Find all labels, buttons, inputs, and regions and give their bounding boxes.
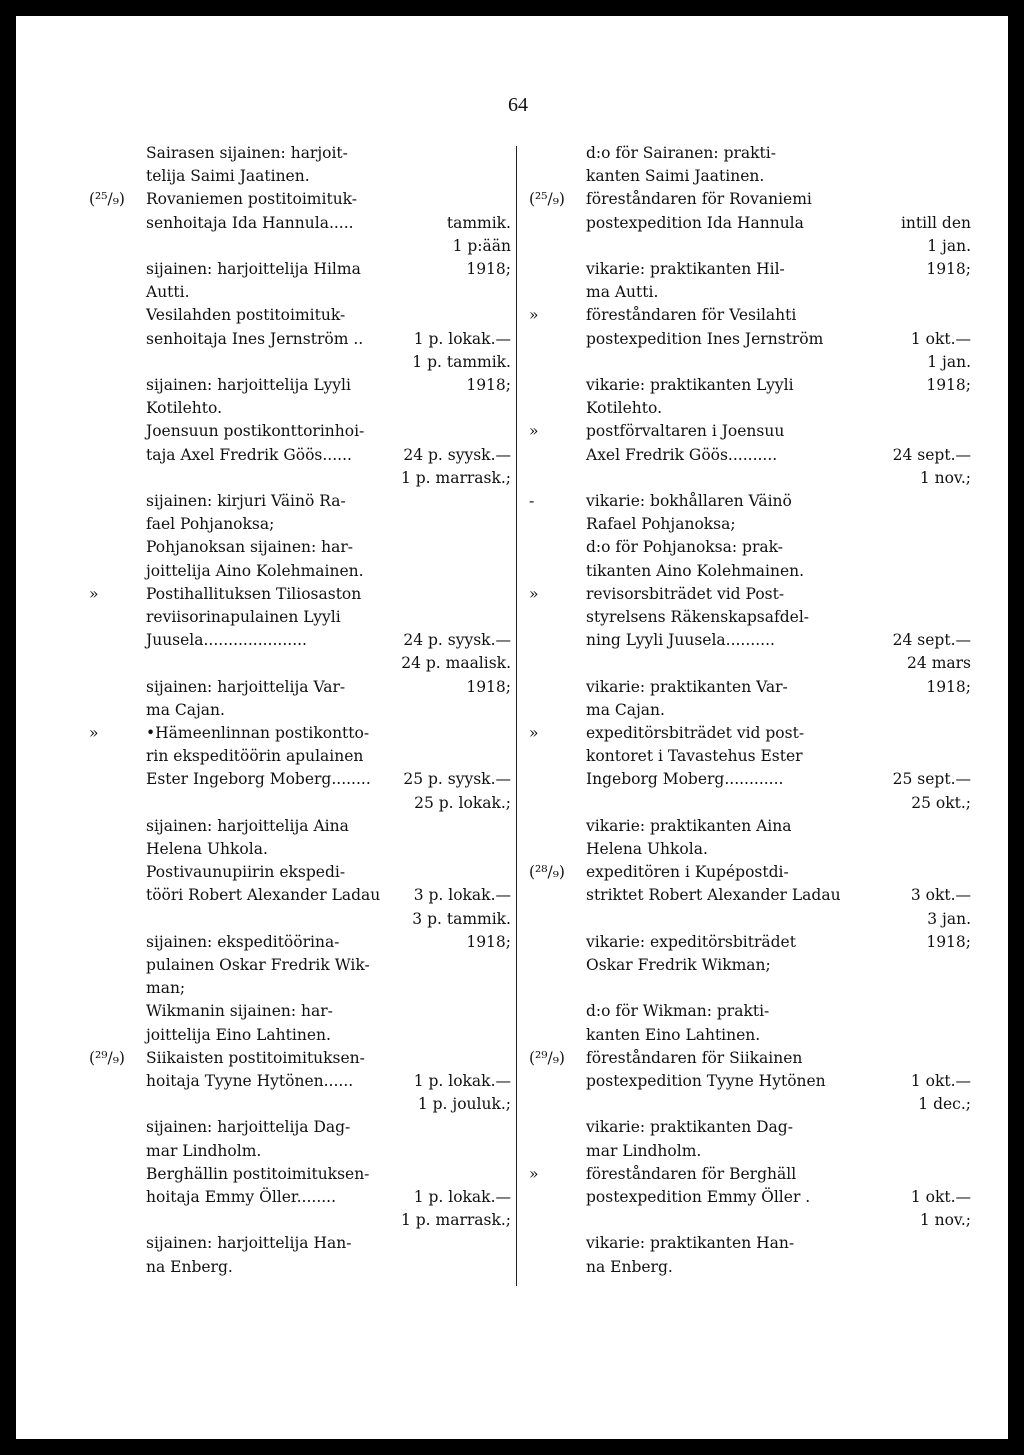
right-date-entry: 1 nov.;	[919, 1211, 971, 1230]
right-entry-marker: »	[529, 1164, 539, 1183]
right-text-line: postexpedition Ines Jernström	[586, 329, 824, 348]
left-date-entry: 1918;	[466, 677, 511, 696]
right-entry-marker: »	[529, 584, 539, 603]
left-text-line: Joensuun postikonttorinhoi-	[146, 422, 365, 441]
right-date-entry: 1 okt.—	[910, 329, 971, 348]
right-entry-marker: »	[529, 422, 539, 441]
left-text-line: senhoitaja Ines Jernström ..	[146, 329, 364, 348]
right-text-line: postförvaltaren i Joensuu	[586, 422, 785, 441]
right-date-entry: intill den	[900, 213, 971, 232]
right-date-entry: 25 sept.—	[892, 770, 971, 789]
left-date-entry: 24 p. syysk.—	[403, 631, 511, 650]
left-date-entry: 3 p. lokak.—	[413, 886, 511, 905]
right-text-line: föreståndaren för Siikainen	[586, 1048, 803, 1067]
right-text-line: vikarie: praktikanten Var-	[586, 677, 788, 696]
left-date-entry: 25 p. lokak.;	[414, 793, 511, 812]
left-date-entry: 1 p. lokak.—	[413, 1188, 511, 1206]
right-text-line: mar Lindholm.	[586, 1141, 702, 1160]
left-text-line: sijainen: harjoittelija Hilma	[146, 260, 361, 278]
left-text-line: reviisorinapulainen Lyyli	[146, 608, 341, 626]
left-date-entry: 1 p. jouluk.;	[417, 1095, 511, 1114]
left-text-line: Vesilahden postitoimituk-	[146, 306, 346, 325]
right-text-line: postexpedition Tyyne Hytönen	[586, 1072, 826, 1090]
right-date-entry: 1 jan.	[927, 352, 971, 371]
left-date-entry: 1 p. marrask.;	[400, 468, 511, 487]
right-text-line: d:o för Wikman: prakti-	[586, 1002, 770, 1021]
right-date-entry: 1 okt.—	[910, 1072, 971, 1090]
left-text-line: sijainen: harjoittelija Var-	[146, 677, 346, 696]
left-text-line: Wikmanin sijainen: har-	[146, 1002, 333, 1021]
right-text-line: kanten Eino Lahtinen.	[586, 1025, 761, 1044]
left-date-entry: 1 p. tammik.	[412, 352, 511, 371]
left-date-entry: 24 p. maalisk.	[401, 654, 511, 673]
left-text-line: pulainen Oskar Fredrik Wik-	[146, 956, 370, 974]
right-text-line: tikanten Aino Kolehmainen.	[586, 561, 805, 580]
left-date-entry: 24 p. syysk.—	[403, 445, 511, 464]
right-date-entry: 1 dec.;	[918, 1095, 971, 1114]
left-text-line: sijainen: harjoittelija Lyyli	[146, 376, 351, 394]
left-text-line: taja Axel Fredrik Göös......	[146, 445, 352, 464]
right-text-line: revisorsbiträdet vid Post-	[586, 584, 785, 603]
right-date-entry: 24 sept.—	[892, 631, 971, 650]
right-text-line: vikarie: bokhållaren Väinö	[586, 492, 792, 510]
left-text-line: rin ekspeditöörin apulainen	[146, 747, 364, 766]
left-text-line: Postivaunupiirin ekspedi-	[146, 863, 346, 882]
left-entry-marker: »	[89, 724, 99, 742]
right-text-line: d:o för Pohjanoksa: prak-	[586, 538, 783, 557]
right-date-entry: 1 nov.;	[919, 468, 971, 487]
right-text-line: Rafael Pohjanoksa;	[586, 515, 736, 534]
right-text-line: vikarie: praktikanten Dag-	[586, 1118, 793, 1137]
left-text-line: fael Pohjanoksa;	[146, 515, 275, 534]
left-text-line: Berghällin postitoimituksen-	[146, 1164, 370, 1183]
page-number: 64	[508, 94, 528, 116]
column-divider	[516, 146, 517, 1286]
left-text-line: Postihallituksen Tiliosaston	[146, 584, 362, 603]
left-text-line: sijainen: kirjuri Väinö Ra-	[146, 492, 346, 510]
left-text-line: sijainen: harjoittelija Dag-	[146, 1118, 351, 1137]
right-date-entry: 1 jan.	[927, 236, 971, 255]
left-text-line: sijainen: ekspeditöörina-	[146, 932, 340, 951]
right-text-line: vikarie: praktikanten Aina	[586, 816, 792, 835]
right-date-entry: 1918;	[926, 932, 971, 951]
left-text-line: telija Saimi Jaatinen.	[146, 167, 310, 186]
left-date-entry: 25 p. syysk.—	[403, 770, 511, 789]
right-date-entry: 25 okt.;	[911, 793, 971, 812]
left-text-line: •Hämeenlinnan postikontto-	[146, 724, 370, 742]
right-text-line: Oskar Fredrik Wikman;	[586, 956, 771, 974]
right-entry-marker: (²⁸/₉)	[529, 863, 565, 882]
left-text-line: sijainen: harjoittelija Han-	[146, 1234, 352, 1253]
left-date-entry: 3 p. tammik.	[412, 909, 511, 928]
right-text-line: postexpedition Emmy Öller .	[586, 1188, 811, 1206]
left-date-entry: 1 p. lokak.—	[413, 1072, 511, 1090]
right-text-line: d:o för Sairanen: prakti-	[586, 144, 776, 162]
left-text-line: tööri Robert Alexander Ladau	[146, 886, 381, 905]
left-text-line: ma Cajan.	[146, 700, 225, 719]
left-text-line: senhoitaja Ida Hannula.....	[146, 213, 354, 232]
right-text-line: expeditörsbiträdet vid post-	[586, 724, 805, 742]
left-text-line: Rovaniemen postitoimituk-	[146, 190, 358, 209]
right-text-line: striktet Robert Alexander Ladau	[586, 886, 841, 905]
left-text-line: Autti.	[146, 283, 190, 302]
right-date-entry: 1918;	[926, 260, 971, 278]
left-text-line: Siikaisten postitoimituksen-	[146, 1048, 365, 1067]
right-text-line: expeditören i Kupépostdi-	[586, 863, 789, 882]
right-text-line: styrelsens Räkenskapsafdel-	[586, 608, 810, 626]
right-date-entry: 1 okt.—	[910, 1188, 971, 1206]
right-text-line: kanten Saimi Jaatinen.	[586, 167, 765, 186]
right-text-line: Axel Fredrik Göös..........	[586, 445, 778, 464]
left-date-entry: 1 p. marrask.;	[400, 1211, 511, 1230]
right-entry-marker: -	[529, 492, 535, 510]
right-date-entry: 1918;	[926, 677, 971, 696]
right-date-entry: 3 okt.—	[910, 886, 971, 905]
right-entry-marker: (²⁹/₉)	[529, 1048, 565, 1067]
right-text-line: postexpedition Ida Hannula	[586, 213, 804, 232]
document-page	[16, 16, 1008, 1439]
left-text-line: Pohjanoksan sijainen: har-	[146, 538, 354, 557]
left-text-line: sijainen: harjoittelija Aina	[146, 816, 349, 835]
left-entry-marker: (²⁹/₉)	[89, 1048, 125, 1067]
left-text-line: Ester Ingeborg Moberg........	[146, 770, 371, 789]
right-text-line: Kotilehto.	[586, 399, 663, 418]
right-date-entry: 3 jan.	[927, 909, 971, 928]
right-entry-marker: (²⁵/₉)	[529, 190, 565, 209]
right-text-line: Ingeborg Moberg............	[586, 770, 784, 789]
right-text-line: ma Autti.	[586, 283, 659, 302]
right-text-line: vikarie: praktikanten Hil-	[586, 260, 785, 278]
right-text-line: na Enberg.	[586, 1257, 673, 1276]
left-date-entry: 1 p. lokak.—	[413, 329, 511, 348]
right-text-line: föreståndaren för Berghäll	[586, 1164, 797, 1183]
left-date-entry: 1918;	[466, 376, 511, 394]
right-text-line: ma Cajan.	[586, 700, 665, 719]
left-text-line: hoitaja Emmy Öller........	[146, 1188, 337, 1206]
left-text-line: na Enberg.	[146, 1257, 233, 1276]
left-text-line: mar Lindholm.	[146, 1141, 262, 1160]
left-text-line: Kotilehto.	[146, 399, 223, 418]
right-entry-marker: »	[529, 306, 539, 325]
right-date-entry: 1918;	[926, 376, 971, 394]
right-text-line: kontoret i Tavastehus Ester	[586, 747, 803, 766]
right-date-entry: 24 sept.—	[892, 445, 971, 464]
left-text-line: Sairasen sijainen: harjoit-	[146, 144, 348, 162]
right-text-line: vikarie: expeditörsbiträdet	[586, 932, 796, 951]
right-entry-marker: »	[529, 724, 539, 742]
left-text-line: joittelija Eino Lahtinen.	[146, 1025, 331, 1044]
right-text-line: ning Lyyli Juusela..........	[586, 631, 775, 650]
left-text-line: hoitaja Tyyne Hytönen......	[146, 1072, 354, 1090]
left-entry-marker: »	[89, 584, 99, 603]
right-text-line: föreståndaren för Rovaniemi	[586, 190, 812, 209]
left-entry-marker: (²⁵/₉)	[89, 190, 125, 209]
left-date-entry: 1918;	[466, 260, 511, 278]
left-text-line: man;	[146, 979, 186, 998]
left-date-entry: 1918;	[466, 932, 511, 951]
right-text-line: vikarie: praktikanten Lyyli	[586, 376, 794, 394]
left-text-line: joittelija Aino Kolehmainen.	[146, 561, 364, 580]
right-text-line: föreståndaren för Vesilahti	[586, 306, 797, 325]
left-date-entry: tammik.	[446, 213, 511, 232]
right-text-line: Helena Uhkola.	[586, 840, 708, 858]
left-date-entry: 1 p:ään	[452, 236, 511, 255]
left-text-line: Juusela.....................	[146, 631, 307, 650]
right-text-line: vikarie: praktikanten Han-	[586, 1234, 795, 1253]
left-text-line: Helena Uhkola.	[146, 840, 268, 858]
right-date-entry: 24 mars	[907, 654, 971, 673]
